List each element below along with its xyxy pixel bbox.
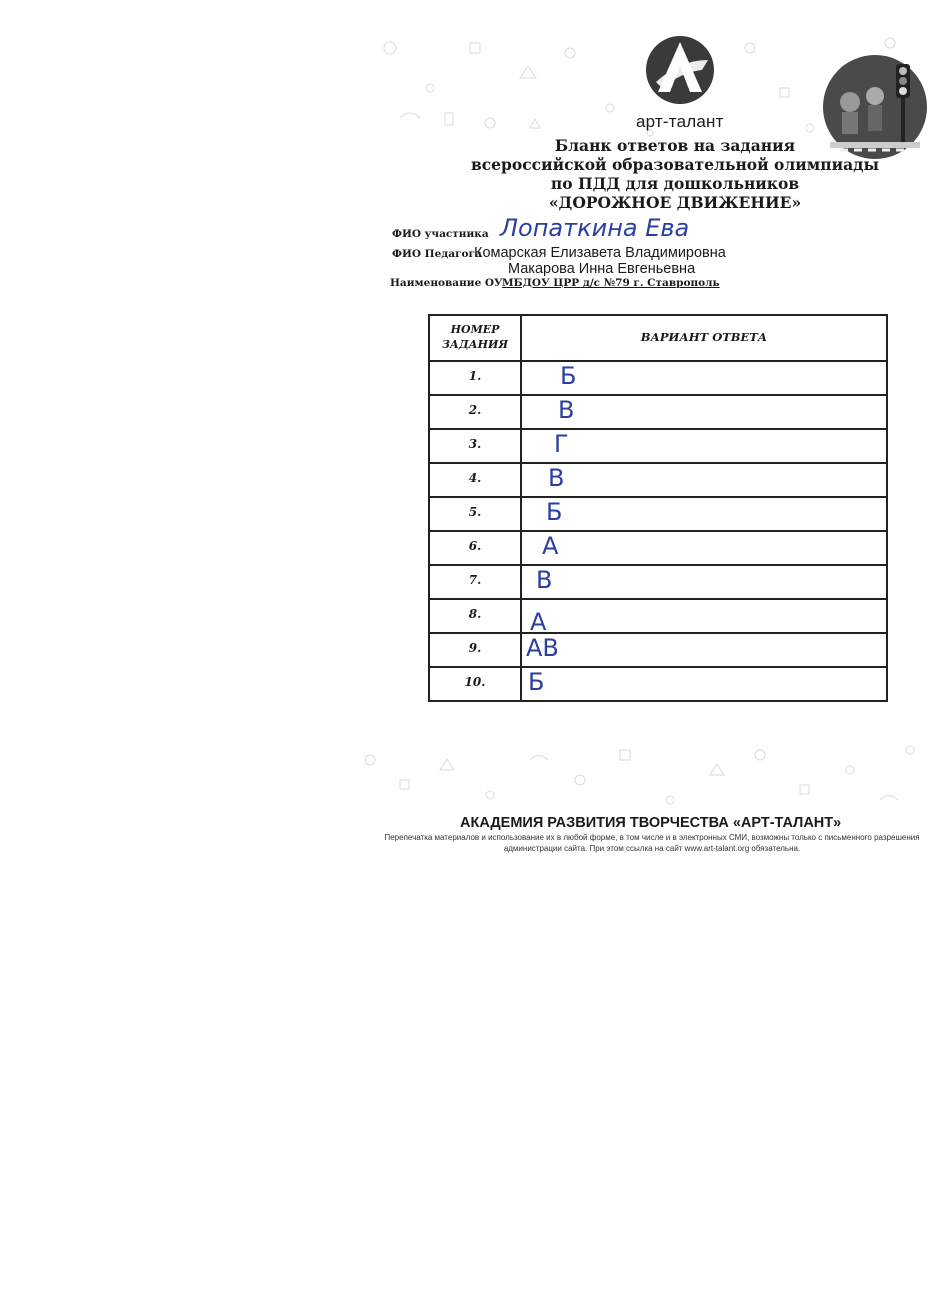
title-line-1: Бланк ответов на задания: [554, 136, 796, 155]
participant-label: ФИО участника: [392, 228, 489, 240]
handwritten-answer: В: [558, 396, 575, 424]
header-task-number: НОМЕР ЗАДАНИЯ: [441, 323, 509, 351]
table-header: [430, 316, 886, 362]
table-row: [430, 530, 886, 566]
handwritten-answer: Б: [528, 668, 545, 696]
table-row: [430, 360, 886, 396]
task-number: 2.: [468, 403, 482, 417]
table-row: [430, 564, 886, 600]
table-row: [430, 462, 886, 498]
org-label: Наименование ОУ: [390, 277, 503, 289]
task-number: 9.: [468, 641, 482, 655]
handwritten-answer: АВ: [526, 634, 559, 662]
task-number: 1.: [468, 369, 482, 383]
handwritten-answer: В: [536, 566, 553, 594]
brand-name: арт-талант: [636, 112, 724, 131]
teacher-value-1: Комарская Елизавета Владимировна: [474, 245, 726, 261]
table-row: [430, 496, 886, 532]
title-line-2: всероссийской образовательной олимпиады: [470, 155, 880, 174]
table-row: [430, 632, 886, 668]
document-title: [440, 136, 910, 212]
handwritten-answer: Г: [554, 430, 569, 458]
table-row: [430, 394, 886, 430]
task-number: 4.: [468, 471, 482, 485]
table-row: [430, 598, 886, 634]
doodle-pattern-bottom: [350, 730, 930, 820]
participant-value: Лопаткина Ева: [500, 214, 690, 242]
handwritten-answer: В: [548, 464, 565, 492]
table-row: [430, 666, 886, 700]
title-line-4: «ДОРОЖНОЕ ДВИЖЕНИЕ»: [548, 193, 802, 212]
handwritten-answer: Б: [560, 362, 577, 390]
org-value: МБДОУ ЦРР д/с №79 г. Ставрополь: [502, 277, 720, 289]
task-number: 7.: [468, 573, 482, 587]
teacher-label: ФИО Педагога: [392, 248, 482, 260]
handwritten-answer: А: [542, 532, 559, 560]
answers-table: [428, 314, 888, 702]
teacher-value-2: Макарова Инна Евгеньевна: [508, 261, 696, 277]
task-number: 3.: [468, 437, 482, 451]
task-number: 5.: [468, 505, 482, 519]
task-number: 10.: [464, 675, 486, 689]
footer-copyright-note: Перепечатка материалов и использование их в любой форме, в том числе и в электронных СМИ, возможны только с письменного разрешения администрации сайта. При этом ссылка на сайт www.art-talant.org обязательна.: [384, 833, 920, 853]
art-talant-logo-icon: [640, 30, 720, 110]
header-answer-variant: ВАРИАНТ ОТВЕТА: [640, 330, 768, 344]
task-number: 6.: [468, 539, 482, 553]
footer-title: АКАДЕМИЯ РАЗВИТИЯ ТВОРЧЕСТВА «АРТ-ТАЛАНТ»: [460, 815, 842, 831]
handwritten-answer: Б: [546, 498, 563, 526]
table-row: [430, 428, 886, 464]
title-line-3: по ПДД для дошкольников: [550, 174, 800, 193]
task-number: 8.: [468, 607, 482, 621]
handwritten-answer: А: [530, 608, 547, 636]
